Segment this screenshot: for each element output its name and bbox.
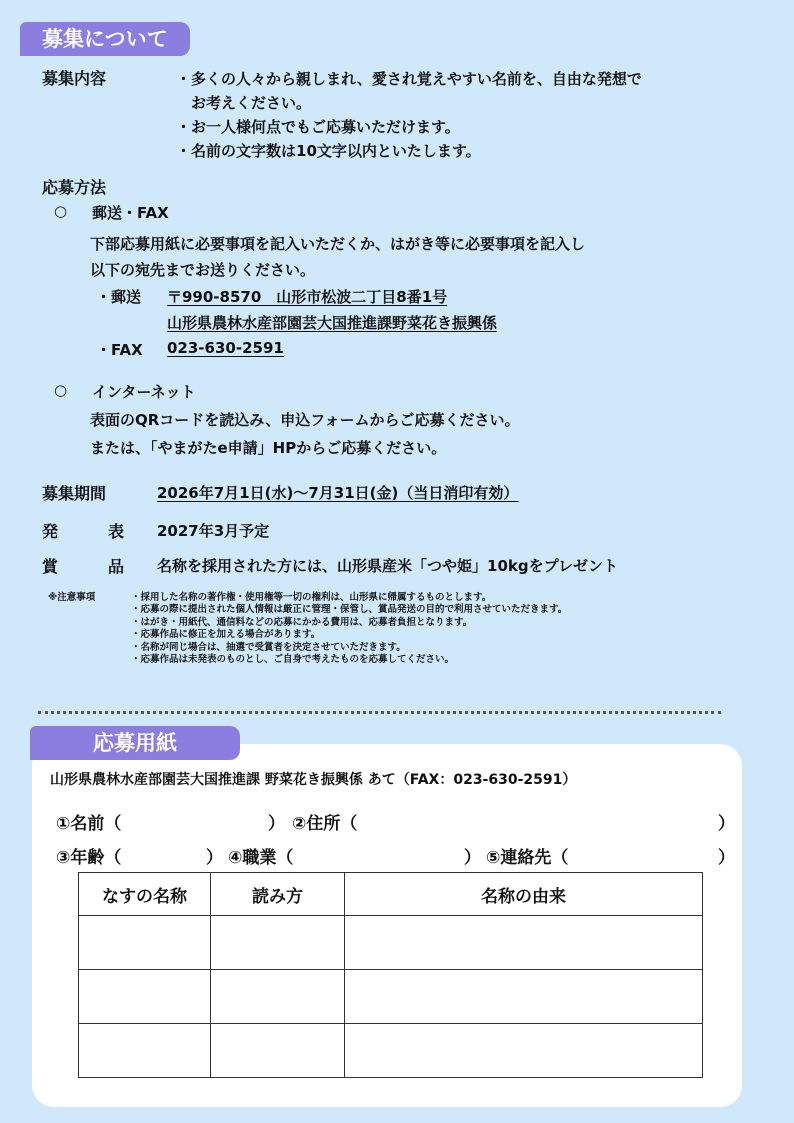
fax-number: 023-630-2591: [167, 339, 284, 357]
notes-label: ※注意事項: [48, 592, 96, 603]
reading-cell[interactable]: [211, 970, 345, 1024]
content-item-1: ・多くの人々から親しまれ、愛され覚えやすい名前を、自由な発想で: [176, 70, 642, 88]
name-cell[interactable]: [79, 970, 211, 1024]
contact-close: ）: [718, 848, 735, 868]
method1-desc-1: 下部応募用紙に必要事項を記入いただくか、はがき等に必要事項を記入し: [90, 235, 586, 253]
origin-cell[interactable]: [345, 1024, 703, 1078]
name-cell[interactable]: [79, 916, 211, 970]
method2-desc-2: または、「やまがたe申請」HPからご応募ください。: [90, 439, 447, 457]
section-title-recruitment: 募集について: [20, 22, 190, 56]
entry-table-header: [79, 873, 703, 916]
form-address: 山形県農林水産部園芸大国推進課 野菜花き振興係 あて（FAX：023-630-2591）: [50, 772, 577, 788]
origin-cell[interactable]: [345, 916, 703, 970]
note-item: ・応募作品は未発表のものとし、ご自身で考えたものを応募してください。: [131, 654, 455, 666]
origin-cell[interactable]: [345, 970, 703, 1024]
header-name-origin: 名称の由来: [345, 873, 703, 916]
method2-desc-1: 表面のQRコードを読込み、申込フォームからご応募ください。: [90, 411, 520, 429]
fax-label: ・FAX: [96, 341, 143, 359]
period-value: 2026年7月1日(水)～7月31日(金)（当日消印有効）: [157, 484, 519, 502]
cut-line: [38, 711, 721, 714]
reading-cell[interactable]: [211, 916, 345, 970]
content-item-1-cont: お考えください。: [191, 94, 312, 112]
name-close: ）: [268, 814, 285, 834]
announce-value: 2027年3月予定: [157, 522, 270, 540]
section-title-application-form: 応募用紙: [30, 726, 240, 760]
announce-label-2: 表: [108, 522, 125, 541]
content-item-3: ・名前の文字数は10文字以内といたします。: [176, 142, 481, 160]
method1-desc-2: 以下の宛先までお送りください。: [90, 261, 316, 279]
content-label: 募集内容: [42, 69, 107, 88]
mail-address-line-1: 〒990-8570 山形市松波二丁目8番1号: [167, 288, 448, 306]
note-item: ・名称が同じ場合は、抽選で受賞者を決定させていただきます。: [131, 641, 406, 653]
header-reading: 読み方: [211, 873, 345, 916]
method1-marker: ○: [54, 202, 68, 220]
period-label: 募集期間: [42, 484, 107, 503]
name-input[interactable]: [148, 807, 266, 829]
note-item: ・はがき・用紙代、通信料などの応募にかかる費用は、応募者負担となります。: [131, 616, 473, 628]
note-item: ・採用した名称の著作権・使用権等一切の権利は、山形県に帰属するものとします。: [131, 592, 492, 603]
job-input[interactable]: [320, 841, 460, 863]
method2-title: インターネット: [92, 383, 196, 401]
notes-list: [131, 592, 567, 666]
method1-title: 郵送・FAX: [92, 204, 169, 222]
note-item: ・応募の際に提出された個人情報は厳正に管理・保管し、賞品発送の目的で利用させていただきます。: [131, 604, 568, 616]
prize-label-1: 賞: [42, 557, 59, 576]
address-label: ②住所（: [292, 814, 358, 834]
job-label: ④職業（: [228, 848, 294, 868]
announce-label-1: 発: [42, 522, 59, 541]
method-label: 応募方法: [42, 178, 107, 197]
table-row: [79, 970, 703, 1024]
contact-input[interactable]: [600, 841, 714, 863]
note-item: ・応募作品に修正を加える場合があります。: [131, 629, 321, 641]
reading-cell[interactable]: [211, 1024, 345, 1078]
mail-label: ・郵送: [96, 288, 142, 306]
address-input[interactable]: [384, 807, 714, 829]
method2-marker: ○: [54, 381, 68, 399]
age-close: ）: [206, 848, 223, 868]
name-cell[interactable]: [79, 1024, 211, 1078]
age-label: ③年齢（: [56, 848, 122, 868]
table-row: [79, 1024, 703, 1078]
contact-label: ⑤連絡先（: [486, 848, 569, 868]
mail-address-line-2: 山形県農林水産部園芸大国推進課野菜花き振興係: [167, 314, 498, 332]
content-item-2: ・お一人様何点でもご応募いただけます。: [176, 118, 460, 136]
header-eggplant-name: なすの名称: [79, 873, 211, 916]
job-close: ）: [464, 848, 481, 868]
prize-label-2: 品: [108, 557, 125, 576]
name-label: ①名前（: [56, 814, 122, 834]
age-input[interactable]: [148, 841, 204, 863]
prize-value: 名称を採用された方には、山形県産米「つや姫」10kgをプレゼント: [157, 557, 618, 575]
entry-table: [78, 872, 703, 1078]
address-close: ）: [718, 814, 735, 834]
table-row: [79, 916, 703, 970]
